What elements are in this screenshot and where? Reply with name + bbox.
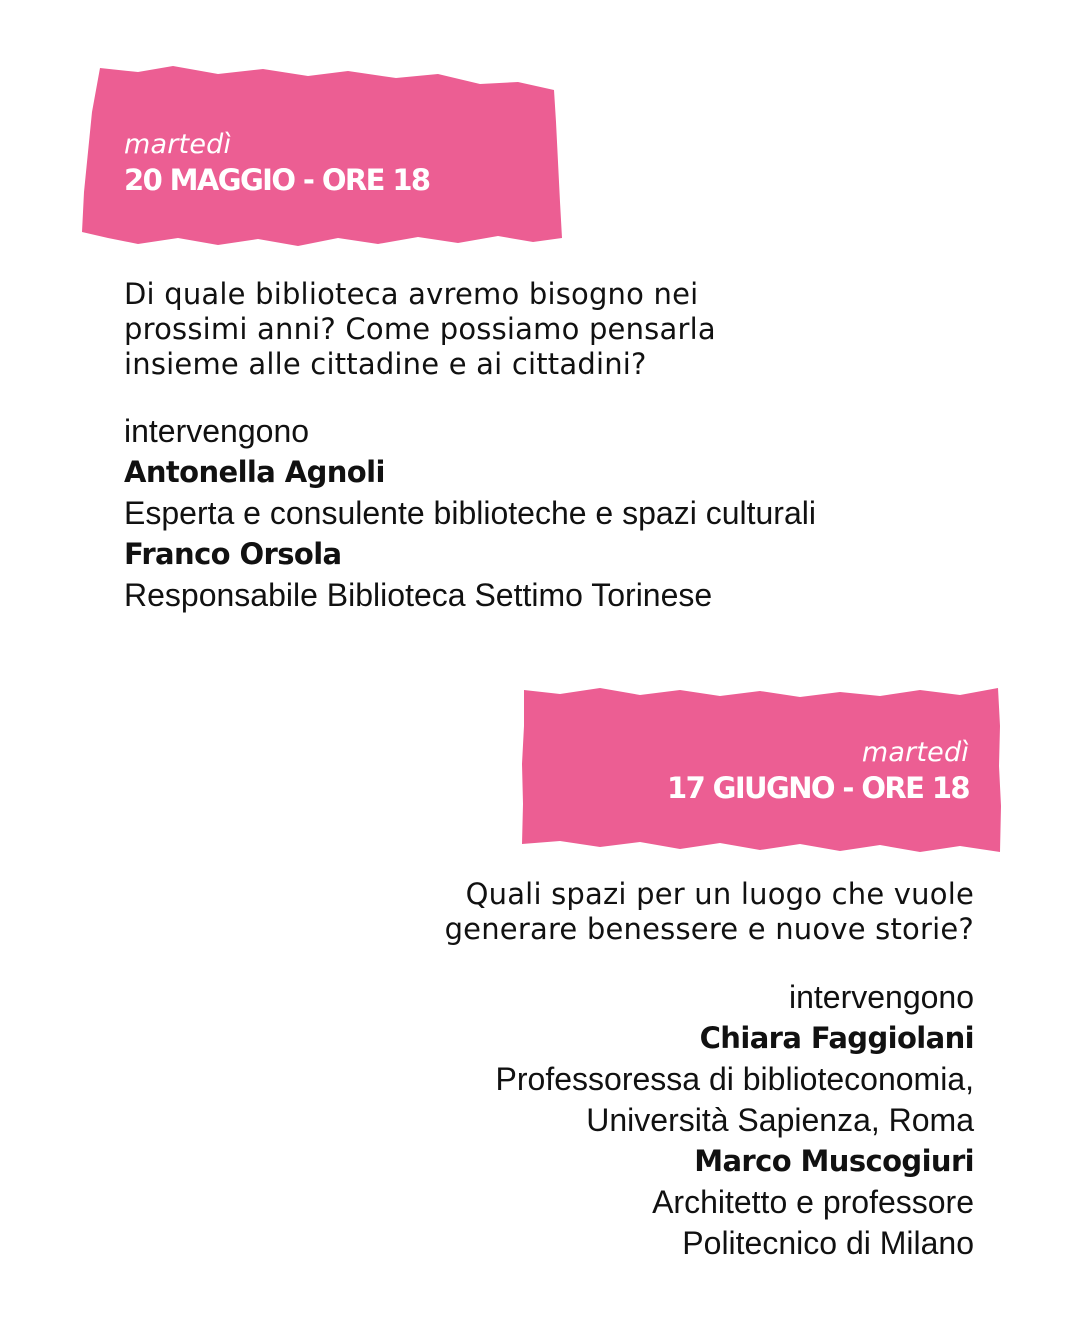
speaker-name: Marco Muscogiuri xyxy=(694,1144,974,1178)
speaker-role: Professoressa di biblioteconomia, xyxy=(495,1061,974,1097)
event-2-date: 17 GIUGNO - ORE 18 xyxy=(667,771,969,805)
event-2-banner-text xyxy=(667,736,969,806)
event-1-question-line: insieme alle cittadine e ai cittadini? xyxy=(124,347,647,381)
event-2-question-line: Quali spazi per un luogo che vuole xyxy=(465,877,974,911)
speaker-role: Architetto e professore xyxy=(652,1184,974,1220)
event-1-intro: intervengono xyxy=(124,413,310,449)
event-1-question-line: Di quale biblioteca avremo bisogno nei xyxy=(124,277,699,311)
speaker-role: Politecnico di Milano xyxy=(682,1225,974,1261)
speaker-role: Esperta e consulente biblioteche e spazi culturali xyxy=(124,495,816,531)
speaker-name: Franco Orsola xyxy=(124,537,342,571)
speaker-name: Antonella Agnoli xyxy=(124,455,385,489)
event-2-question-line: generare benessere e nuove storie? xyxy=(444,912,974,946)
event-2-intro: intervengono xyxy=(788,979,974,1015)
event-1-question-line: prossimi anni? Come possiamo pensarla xyxy=(124,312,716,346)
speaker-role: Responsabile Biblioteca Settimo Torinese xyxy=(124,577,713,613)
event-1-question xyxy=(124,277,716,382)
event-1-day: martedì xyxy=(124,129,232,160)
event-1-date: 20 MAGGIO - ORE 18 xyxy=(124,163,430,197)
event-1-banner-text xyxy=(124,128,429,198)
speaker-name: Chiara Faggiolani xyxy=(699,1021,974,1055)
event-2-speakers xyxy=(496,977,974,1264)
event-1-speakers xyxy=(124,411,816,616)
event-2-question xyxy=(445,877,974,947)
event-2-day: martedì xyxy=(861,737,969,768)
speaker-role: Università Sapienza, Roma xyxy=(586,1102,974,1138)
